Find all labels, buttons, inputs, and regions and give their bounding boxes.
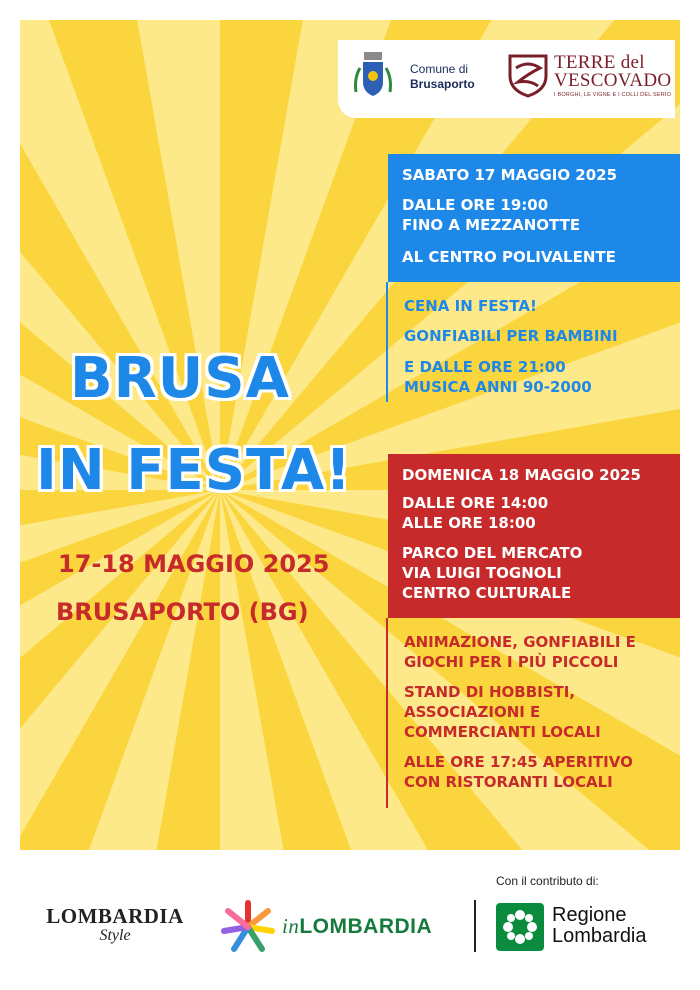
regione-lombardia-rose-icon [496, 903, 544, 951]
sunday-activity: STAND DI HOBBISTI, [404, 683, 576, 701]
terre-subtitle: I BORGHI, LE VIGNE E I COLLI DEL SERIO [554, 92, 672, 98]
comune-line2: Brusaporto [410, 77, 475, 91]
contribution-label: Con il contributo di: [496, 874, 599, 888]
lombardia-style-line2: Style [99, 927, 131, 944]
saturday-activity: E DALLE ORE 21:00 [404, 358, 566, 376]
terre-title-line2: VESCOVADO [554, 70, 672, 91]
sunday-activity: CON RISTORANTI LOCALI [404, 773, 613, 791]
sunday-box [388, 454, 680, 618]
saturday-location: AL CENTRO POLIVALENTE [402, 248, 616, 266]
sunday-location-2: VIA LUIGI TOGNOLI [402, 564, 562, 582]
regione-line1: Regione [552, 904, 627, 926]
saturday-heading: SABATO 17 MAGGIO 2025 [402, 166, 618, 184]
lombardia-style-logo [36, 905, 194, 945]
event-place: BRUSAPORTO (BG) [56, 598, 309, 626]
sunday-activity: COMMERCIANTI LOCALI [404, 723, 601, 741]
inlombardia-star-icon [218, 897, 278, 957]
saturday-activity: MUSICA ANNI 90-2000 [404, 378, 592, 396]
saturday-time2: FINO A MEZZANOTTE [402, 216, 581, 234]
saturday-divider [386, 282, 388, 402]
terre-del-vescovado-logo [554, 54, 671, 98]
terre-del-vescovado-shield-icon [506, 52, 550, 98]
inlombardia-in: in [282, 914, 300, 938]
brusaporto-crest-icon [352, 48, 394, 106]
saturday-activity: CENA IN FESTA! [404, 297, 537, 315]
event-title-line2: IN FESTA! [36, 438, 352, 503]
sunday-activity: ANIMAZIONE, GONFIABILI E [404, 633, 636, 651]
header-logos [338, 40, 675, 118]
poster [20, 20, 680, 850]
sunday-heading: DOMENICA 18 MAGGIO 2025 [402, 466, 641, 484]
event-title-line1: BRUSA [70, 346, 290, 411]
saturday-time1: DALLE ORE 19:00 [402, 196, 549, 214]
terre-title-line1: TERRE del [554, 52, 645, 73]
footer-divider [474, 900, 476, 952]
sunday-location-3: CENTRO CULTURALE [402, 584, 572, 602]
lombardia-style-line1: LOMBARDIA [46, 904, 184, 928]
regione-lombardia-logo [552, 905, 647, 947]
comune-label [410, 62, 475, 92]
inlombardia-logo [282, 914, 432, 939]
saturday-activity: GONFIABILI PER BAMBINI [404, 327, 618, 345]
saturday-box [388, 154, 680, 282]
sunday-location-1: PARCO DEL MERCATO [402, 544, 583, 562]
regione-line2: Lombardia [552, 925, 647, 947]
sunday-activity: GIOCHI PER I PIÙ PICCOLI [404, 653, 619, 671]
event-dates: 17-18 MAGGIO 2025 [58, 550, 330, 578]
sunday-time1: DALLE ORE 14:00 [402, 494, 549, 512]
comune-line1: Comune di [410, 62, 469, 76]
sunday-activity: ALLE ORE 17:45 APERITIVO [404, 753, 633, 771]
sunday-divider [386, 618, 388, 808]
inlombardia-rest: LOMBARDIA [299, 915, 433, 938]
sunday-activity: ASSOCIAZIONI E [404, 703, 541, 721]
sunday-time2: ALLE ORE 18:00 [402, 514, 536, 532]
